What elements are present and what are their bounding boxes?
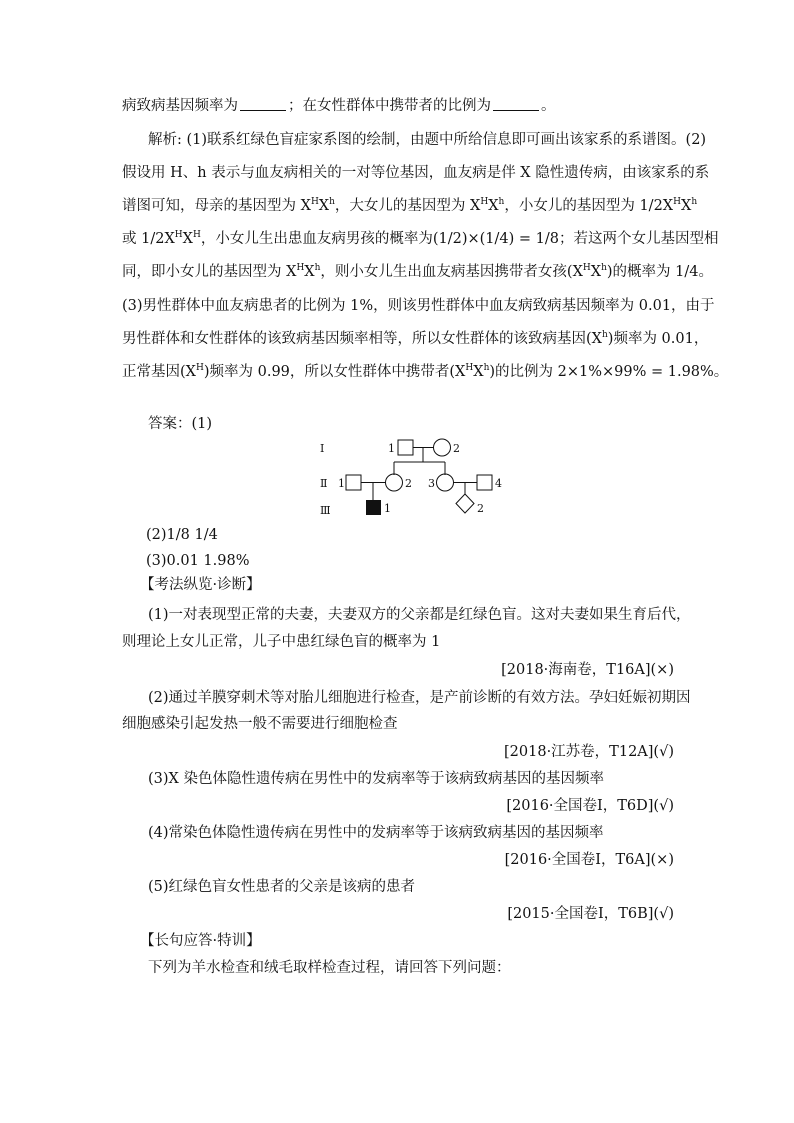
num-ii2: 2 [405,477,412,490]
answer-blank-2 [493,96,539,111]
answer-blank-1 [240,96,286,111]
gen-label-iii: Ⅲ [320,504,331,517]
num-ii1: 1 [338,477,345,490]
answer-2: (2)1/8 1/4 [146,527,218,543]
analysis-line-5: 同，即小女儿的基因型为 $X^HX^h$，则小女儿生出血友病基因携带者女孩$(X^HX^h)$的概率为 1/4。 [122,263,713,280]
item-5-text: (5)红绿色盲女性患者的父亲是该病的患者 [148,879,416,895]
item-1-line-1: (1)一对表现型正常的夫妻，夫妻双方的父亲都是红绿色盲。这对夫妻如果生育后代， [148,607,691,623]
analysis-line-8: 正常基因$(X^H)$频率为 0.99，所以女性群体中携带者$(X^HX^h)$的比例为 2×1%×99% = 1.98%。 [122,363,729,380]
pedigree-ii4-male [477,475,492,490]
question-text-c: 。 [541,98,556,114]
pedigree-ii3-female [437,474,454,491]
item-1-line-2: 则理论上女儿正常，儿子中患红绿色盲的概率为 1 [122,634,441,650]
pedigree-ii1-male [346,475,361,490]
pedigree-i1-male [398,440,413,455]
pedigree-ii2-female [386,474,403,491]
num-i1: 1 [388,442,395,455]
num-iii2: 2 [477,502,484,515]
practice-intro: 下列为羊水检查和绒毛取样检查过程，请回答下列问题： [148,960,511,976]
item-3-source: [2016·全国卷Ⅰ，T6D](√) [506,798,674,814]
item-2-line-1: (2)通过羊膜穿刺术等对胎儿细胞进行检查，是产前诊断的有效方法。孕妇妊娠初期因 [148,690,691,706]
analysis-line-3: 谱图可知，母亲的基因型为 $X^HX^h$，大女儿的基因型为 $X^HX^h$，小女儿的基因型为 $1/2X^HX^h$ [122,197,698,214]
pedigree-iii1-affected-male [366,500,381,515]
pedigree-iii2-unknown-sex [456,494,474,513]
item-4-text: (4)常染色体隐性遗传病在男性中的发病率等于该病致病基因的基因频率 [148,825,604,841]
question-text-a: 病致病基因频率为 [122,98,238,114]
section-heading-review: 【考法纵览·诊断】 [140,577,261,593]
item-2-line-2: 细胞感染引起发热一般不需要进行细胞检查 [122,716,398,732]
gen-label-i: Ⅰ [320,442,325,455]
analysis-line-1: 解析: (1)联系红绿色盲症家系图的绘制，由题中所给信息即可画出该家系的系谱图。(2) [148,132,707,148]
item-5-source: [2015·全国卷Ⅰ，T6B](√) [507,906,674,922]
num-ii3: 3 [428,477,435,490]
analysis-line-7: 男性群体和女性群体的该致病基因频率相等，所以女性群体的该致病基因$(X^h)$频率为 0.01， [122,330,709,347]
num-ii4: 4 [495,477,502,490]
gen-label-ii: Ⅱ [320,477,328,490]
question-text-b: ；在女性群体中携带者的比例为 [288,98,491,114]
question-line [122,96,556,116]
num-i2: 2 [453,442,460,455]
answer-label: 答案：(1) [148,416,213,432]
item-2-source: [2018·江苏卷，T12A](√) [504,744,674,760]
answer-3: (3)0.01 1.98% [146,553,250,569]
item-1-source: [2018·海南卷，T16A](×) [501,662,674,678]
item-3-text: (3)X 染色体隐性遗传病在男性中的发病率等于该病致病基因的基因频率 [148,771,604,787]
item-4-source: [2016·全国卷Ⅰ，T6A](×) [504,852,674,868]
num-iii1: 1 [384,502,391,515]
pedigree-diagram [300,428,520,528]
pedigree-i2-female [434,439,451,456]
section-heading-practice: 【长句应答·特训】 [140,933,261,949]
analysis-line-6: (3)男性群体中血友病患者的比例为 1%，则该男性群体中血友病致病基因频率为 0.01，由于 [122,298,715,314]
analysis-line-4: 或 $1/2X^HX^H$，小女儿生出患血友病男孩的概率为(1/2)×(1/4) = 1/8；若这两个女儿基因型相 [122,230,719,247]
analysis-line-2: 假设用 H、h 表示与血友病相关的一对等位基因，血友病是伴 X 隐性遗传病，由该家系的系 [122,165,710,181]
